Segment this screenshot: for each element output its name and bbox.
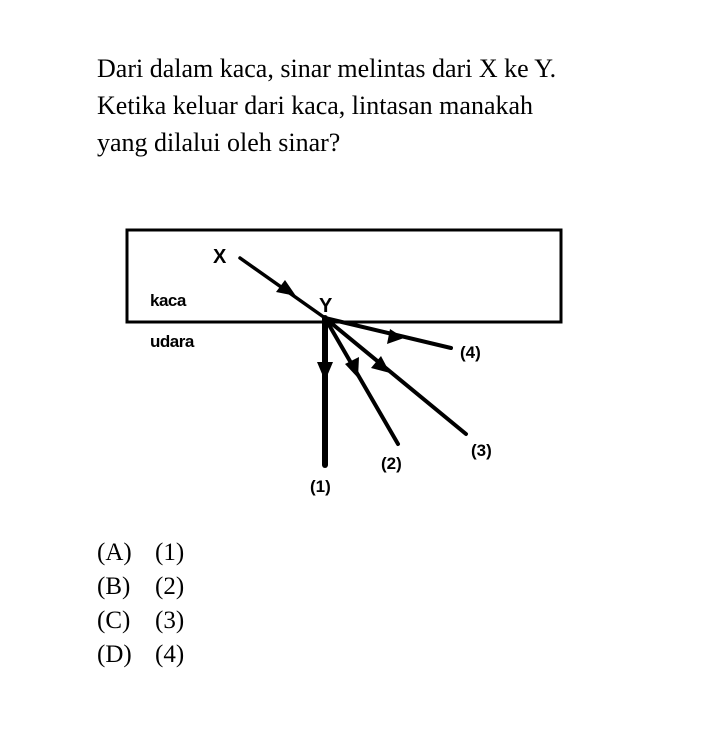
question-line-1: Dari dalam kaca, sinar melintas dari X ke Y. — [97, 54, 557, 83]
path-3-label: (3) — [471, 441, 492, 460]
incident-ray-arrow — [276, 280, 296, 296]
option-c-letter: (C) — [97, 607, 131, 634]
option-b-letter: (B) — [97, 573, 131, 600]
option-a[interactable] — [97, 536, 184, 570]
option-b[interactable] — [97, 570, 184, 604]
option-a-value: (1) — [155, 539, 185, 566]
point-y-label: Y — [319, 295, 333, 317]
option-b-value: (2) — [155, 573, 185, 600]
ray-path-1-arrow — [317, 362, 333, 381]
option-d-letter: (D) — [97, 641, 132, 668]
option-d[interactable] — [97, 638, 184, 672]
option-a-letter: (A) — [97, 539, 132, 566]
point-x-label: X — [213, 246, 227, 268]
question-line-3: yang dilalui oleh sinar? — [97, 128, 341, 157]
option-c[interactable] — [97, 604, 184, 638]
path-2-label: (2) — [381, 454, 402, 473]
ray-path-2 — [325, 318, 398, 444]
air-label: udara — [150, 332, 194, 351]
option-c-value: (3) — [155, 607, 185, 634]
glass-label: kaca — [150, 291, 186, 310]
answer-options — [97, 536, 184, 672]
option-d-value: (4) — [155, 641, 185, 668]
path-4-label: (4) — [460, 343, 481, 362]
glass-block — [127, 230, 561, 322]
question-line-2: Ketika keluar dari kaca, lintasan manakah — [97, 91, 534, 120]
ray-path-4-arrow — [387, 329, 404, 344]
ray-path-2-arrow — [345, 357, 359, 378]
path-1-label: (1) — [310, 477, 331, 496]
